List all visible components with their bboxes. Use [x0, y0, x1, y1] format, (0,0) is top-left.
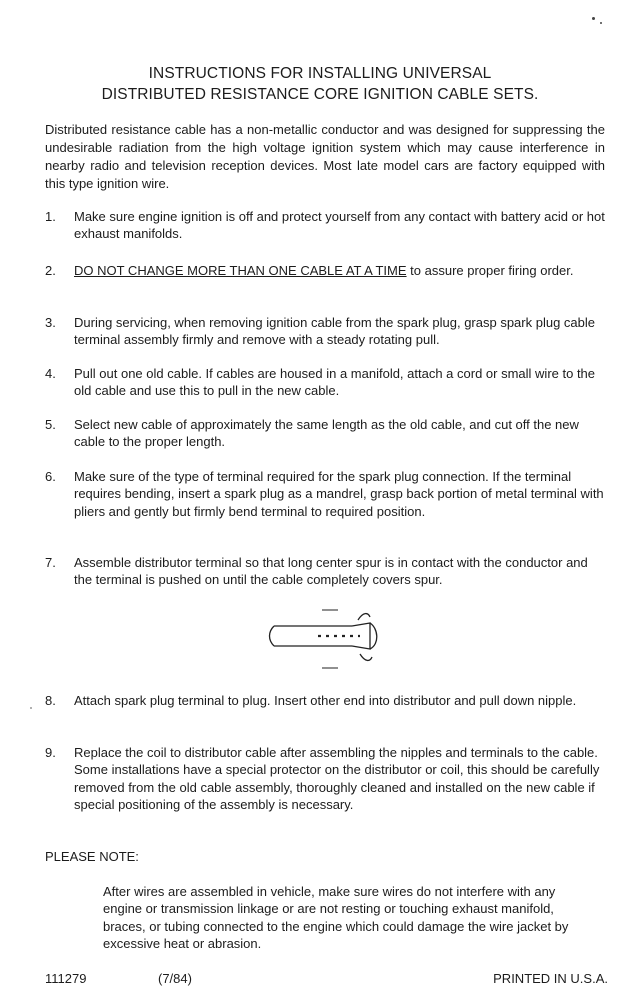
step-number: 7.	[45, 555, 56, 570]
title-line-1: INSTRUCTIONS FOR INSTALLING UNIVERSAL	[148, 65, 492, 82]
note-label: PLEASE NOTE:	[45, 849, 139, 864]
step-3	[45, 314, 610, 349]
step-4	[45, 365, 610, 400]
intro-paragraph: Distributed resistance cable has a non-metallic conductor and was designed for suppressing the undesirable radiation from the high voltage ignition system which may cause interference in nearby radio and television reception devices. Most late model cars are factory equipped with this type ignition wire.	[45, 122, 605, 191]
step-5	[45, 416, 610, 451]
step-text: Replace the coil to distributor cable after assembling the nipples and terminals to the cable. Some installations have a special protector on the distributor or coil, this should be carefully removed from the old cable assembly, thoroughly cleaned and installed on the new cable if special positioning of the assembly is necessary.	[74, 745, 600, 812]
step-number: 8.	[45, 693, 56, 708]
footer-code: 111279	[45, 971, 87, 986]
dimension-marks	[322, 610, 338, 668]
title-line-2: DISTRIBUTED RESISTANCE CORE IGNITION CABLE SETS.	[101, 86, 539, 103]
step-text-rest: to assure proper firing order.	[406, 263, 574, 278]
step-number: 9.	[45, 745, 56, 760]
step-text: During servicing, when removing ignition cable from the spark plug, grasp spark plug cable terminal assembly firmly and remove with a steady rotating pull.	[74, 315, 595, 348]
terminal-left-end	[270, 626, 275, 646]
step-text: Make sure of the type of terminal required for the spark plug connection. If the terminal requires bending, insert a spark plug as a mandrel, grasp back portion of metal terminal with pliers and gently but firmly bend terminal to required position.	[74, 469, 604, 519]
step-8	[45, 692, 610, 709]
step-text: Pull out one old cable. If cables are housed in a manifold, attach a cord or small wire to the old cable and use this to pull in the new cable.	[74, 366, 596, 399]
step-9	[45, 744, 610, 813]
step-7	[45, 554, 610, 589]
step-number: 4.	[45, 366, 56, 381]
scan-speck	[600, 22, 602, 24]
step-6	[45, 468, 610, 520]
terminal-boot	[352, 623, 370, 649]
step-warning: DO NOT CHANGE MORE THAN ONE CABLE AT A TIME	[74, 263, 407, 278]
step-number: 2.	[45, 263, 56, 278]
note-body: After wires are assembled in vehicle, make sure wires do not interfere with any engine or transmission linkage or are not resting or touching exhaust manifold, braces, or tubing connected to the engine which could damage the wire jacket by excessive heat or abrasion.	[103, 884, 569, 951]
terminal-sleeve-outline	[274, 626, 352, 646]
footer-printed: PRINTED IN U.S.A.	[493, 971, 608, 986]
step-number: 1.	[45, 209, 56, 224]
step-text: Select new cable of approximately the same length as the old cable, and cut off the new cable to the proper length.	[74, 417, 579, 450]
scan-speck	[592, 17, 595, 20]
step-text	[74, 262, 607, 279]
step-text: Make sure engine ignition is off and protect yourself from any contact with battery acid or hot exhaust manifolds.	[74, 209, 605, 242]
step-number: 5.	[45, 417, 56, 432]
footer-date: (7/84)	[158, 971, 192, 986]
document-title	[0, 63, 640, 105]
step-1	[45, 208, 610, 243]
step-number: 3.	[45, 315, 56, 330]
step-text: Assemble distributor terminal so that long center spur is in contact with the conductor and the terminal is pushed on until the cable completely covers spur.	[74, 555, 588, 588]
step-number: 6.	[45, 469, 56, 484]
scan-speck	[30, 707, 32, 709]
step-2	[45, 262, 610, 279]
distributor-terminal-diagram	[262, 606, 394, 672]
step-text: Attach spark plug terminal to plug. Insert other end into distributor and pull down nipple.	[74, 693, 577, 708]
terminal-nipple	[370, 623, 377, 649]
